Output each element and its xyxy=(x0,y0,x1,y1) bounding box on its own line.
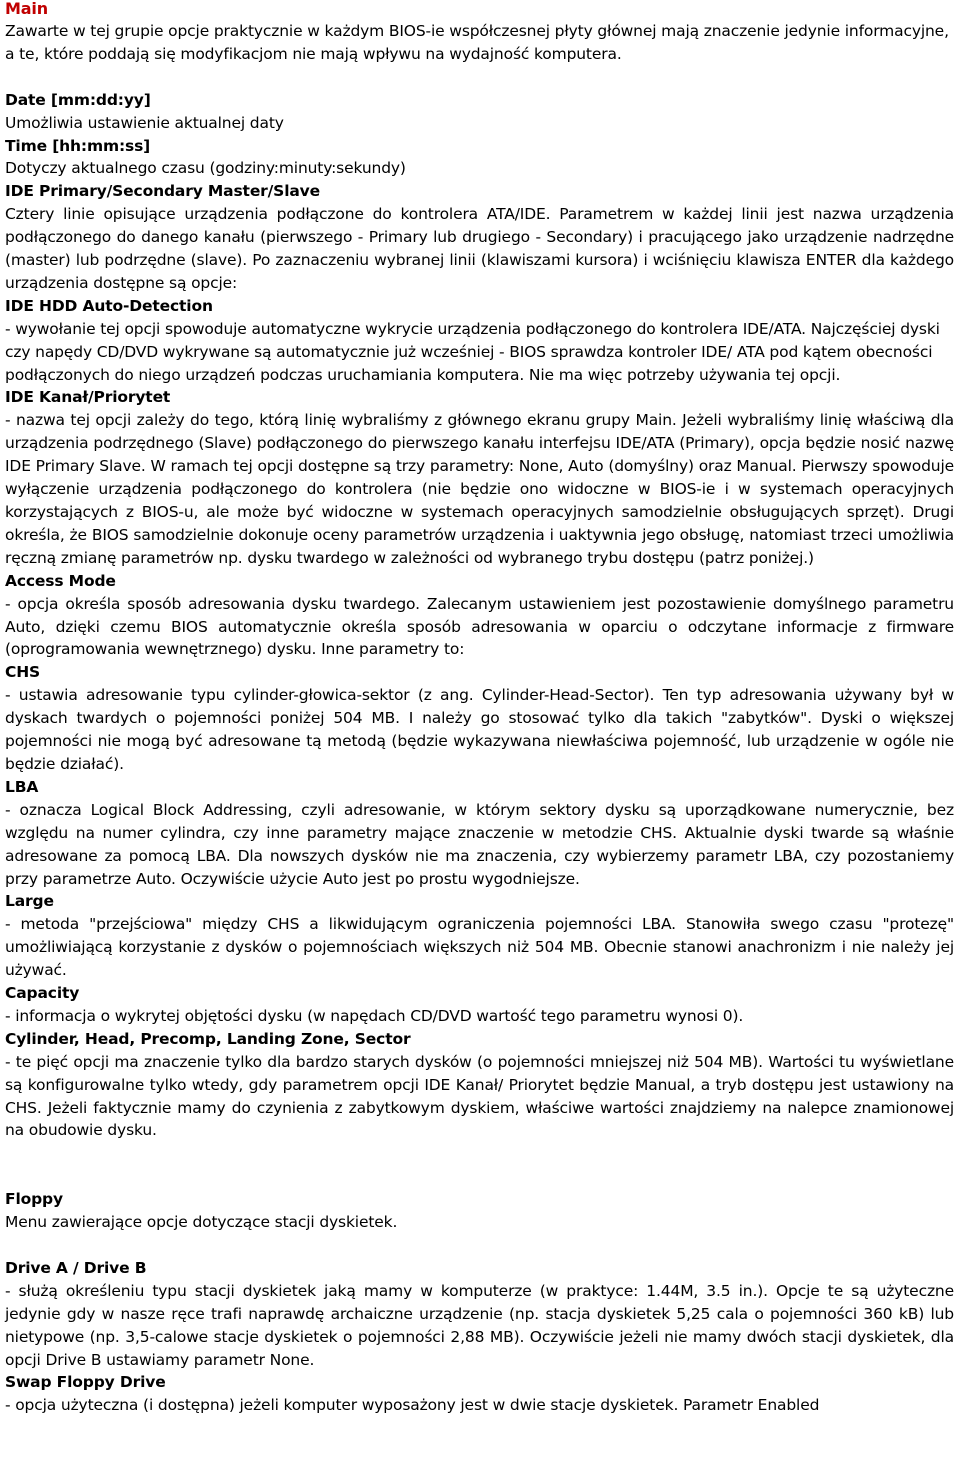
paragraph-drive-a-b: - służą określeniu typu stacji dyskietek jaką mamy w komputerze (w praktyce: 1.44M, 3.5 in.). Opcje te są użyteczne jedynie gdy w nasze ręce trafi naprawdę archaiczne urządzenie (np. stacja dyskietek 5,25 cala o pojemności 360 kB) lub nietypowe (np. 3,5-calowe stacje dyskietek o pojemności 2,88 MB). Oczywiście jeżeli nie mamy dwóch stacji dyskietek, dla opcji Drive B ustawiamy parametr None. xyxy=(5,1281,954,1369)
paragraph-floppy: Menu zawierające opcje dotyczące stacji dyskietek. xyxy=(5,1213,398,1232)
heading-hdd-auto-detection: IDE HDD Auto-Detection xyxy=(5,296,213,315)
heading-capacity: Capacity xyxy=(5,984,80,1003)
spacer xyxy=(5,1142,954,1188)
heading-time: Time [hh:mm:ss] xyxy=(5,136,151,155)
paragraph-large: - metoda "przejściowa" między CHS a likwidującym ograniczenia pojemności LBA. Stanowiła swego czasu "protezę" umożliwiającą korzystanie z dysków o pojemnościach większych niż 504 MB. Obecnie stanowi anachronizm i nie należy jej używać. xyxy=(5,915,954,980)
paragraph-swap-floppy: - opcja użyteczna (i dostępna) jeżeli komputer wyposażony jest w dwie stacje dyskietek. Parametr Enabled xyxy=(5,1396,820,1415)
intro-paragraph: Zawarte w tej grupie opcje praktycznie w każdym BIOS-ie współczesnej płyty głównej mają znaczenie jedynie informacyjne, a te, które poddają się modyfikacjom nie mają wpływu na wydajność komputera. xyxy=(5,22,949,63)
heading-date: Date [mm:dd:yy] xyxy=(5,90,151,109)
paragraph-lba: - oznacza Logical Block Addressing, czyli adresowanie, w którym sektory dysku są uporządkowane numerycznie, bez względu na numer cylindra, czy inne parametry mające znaczenie w metodzie CHS. Aktualnie dyski twarde są właśnie adresowane za pomocą LBA. Dla nowszych dysków nie ma znaczenia, czy wybierzemy parametr LBA, czy pozostaniemy przy parametrze Auto. Oczywiście użycie Auto jest po prostu wygodniejsze. xyxy=(5,800,954,888)
paragraph-ide-channel-priority: - nazwa tej opcji zależy do tego, którą linię wybraliśmy z głównego ekranu grupy Main. Jeżeli wybraliśmy linię właściwą dla urządzenia podrzędnego (Slave) podłączonego do pierwszego kanału interfejsu IDE/ATA (Primary), opcja będzie nosić nazwę IDE Primary Slave. W ramach tej opcji dostępne są trzy parametry: None, Auto (domyślny) oraz Manual. Pierwszy spowoduje wyłączenie urządzenia podłączonego do kontrolera (nie będzie ono widoczne w BIOS-ie i w systemach operacyjnych korzystających z BIOS-u, ale może być widoczne w systemach operacyjnych samodzielnie obsługujących sprzęt). Drugi określa, że BIOS samodzielnie dokonuje oceny parametrów urządzenia i uaktywnia jego obsługę, natomiast trzeci umożliwia ręczną zmianę parametrów np. dysku twardego w zależności od wybranego trybu dostępu (patrz poniżej.) xyxy=(5,411,954,567)
heading-cylinder-head: Cylinder, Head, Precomp, Landing Zone, Sector xyxy=(5,1029,411,1048)
paragraph-capacity: - informacja o wykrytej objętości dysku (w napędach CD/DVD wartość tego parametru wynosi 0). xyxy=(5,1006,744,1025)
paragraph-hdd-auto-detection: - wywołanie tej opcji spowoduje automatyczne wykrycie urządzenia podłączonego do kontrolera IDE/ATA. Najczęściej dyski czy napędy CD/DVD wykrywane są automatycznie już wcześniej - BIOS sprawdza kontroler IDE/ ATA pod kątem obecności podłączonych do niego urządzeń podczas uruchamiania komputera. Nie ma więc potrzeby używania tej opcji. xyxy=(5,319,940,384)
section-title-main: Main xyxy=(5,0,48,18)
document-page xyxy=(0,1,960,1417)
paragraph-access-mode: - opcja określa sposób adresowania dysku twardego. Zalecanym ustawieniem jest pozostawienie domyślnego parametru Auto, dzięki czemu BIOS automatycznie określa sposób adresowania w oparciu o odczytane informacje z firmware (oprogramowania wewnętrznego) dysku. Inne parametry to: xyxy=(5,594,954,659)
paragraph-cylinder-head: - te pięć opcji ma znaczenie tylko dla bardzo starych dysków (o pojemności mniejszej niż 504 MB). Wartości tu wyświetlane są konfigurowalne tylko wtedy, gdy parametrem opcji IDE Kanał/ Priorytet będzie Manual, a tryb dostępu jest ustawiony na CHS. Jeżeli faktycznie mamy do czynienia z zabytkowym dyskiem, właściwe wartości znajdziemy na nalepce znamionowej na obudowie dysku. xyxy=(5,1052,954,1140)
paragraph-chs: - ustawia adresowanie typu cylinder-głowica-sektor (z ang. Cylinder-Head-Sector). Ten typ adresowania używany był w dyskach twardych o pojemności poniżej 504 MB. I należy go stosować tylko dla takich "zabytków". Dyski o większej pojemności nie mogą być adresowane tą metodą (będzie wykazywana niewłaściwa pojemność, lub urządzenie w ogóle nie będzie działać). xyxy=(5,686,954,773)
heading-chs: CHS xyxy=(5,663,41,682)
heading-large: Large xyxy=(5,892,54,911)
heading-lba: LBA xyxy=(5,777,39,796)
heading-ide-channel-priority: IDE Kanał/Priorytet xyxy=(5,388,171,407)
heading-drive-a-b: Drive A / Drive B xyxy=(5,1258,147,1277)
paragraph-time: Dotyczy aktualnego czasu (godziny:minuty:sekundy) xyxy=(5,159,406,178)
heading-swap-floppy: Swap Floppy Drive xyxy=(5,1373,166,1392)
paragraph-ide-master-slave: Cztery linie opisujące urządzenia podłączone do kontrolera ATA/IDE. Parametrem w każdej linii jest nazwa urządzenia podłączonego do danego kanału (pierwszego - Primary lub drugiego - Secondary) i pracującego jako urządzenie nadrzędne (master) lub podrzędne (slave). Po zaznaczeniu wybranej linii (klawiszami kursora) i wciśnięciu klawisza ENTER dla każdego urządzenia dostępne są opcje: xyxy=(5,205,954,292)
heading-ide-master-slave: IDE Primary/Secondary Master/Slave xyxy=(5,182,320,201)
paragraph-date: Umożliwia ustawienie aktualnej daty xyxy=(5,113,284,132)
spacer xyxy=(5,66,954,89)
spacer xyxy=(5,1234,954,1257)
heading-access-mode: Access Mode xyxy=(5,571,116,590)
heading-floppy: Floppy xyxy=(5,1190,63,1209)
